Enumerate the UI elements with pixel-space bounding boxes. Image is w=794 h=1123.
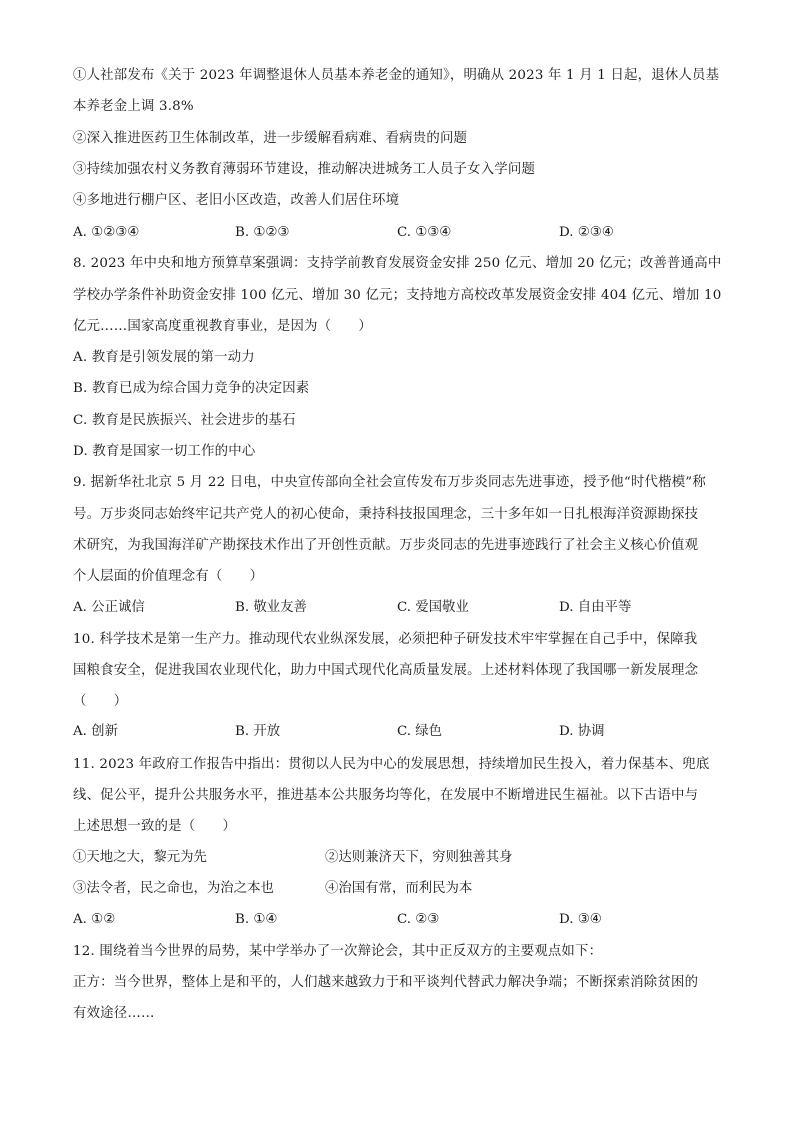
q10-option-a[interactable]: A. 创新 [73, 724, 118, 739]
q10-stem-line-2: 国粮食安全，促进我国农业现代化，助力中国式现代化高质量发展。上述材料体现了我国哪一新发展理念 [73, 663, 699, 678]
q11-option-c[interactable]: C. ②③ [397, 912, 440, 927]
q11-option-a[interactable]: A. ①② [73, 912, 116, 927]
q10-option-d[interactable]: D. 协调 [559, 724, 605, 739]
q9-option-d[interactable]: D. 自由平等 [559, 600, 632, 615]
q11-stem-line-2: 线、促公平，提升公共服务水平，推进基本公共服务均等化，在发展中不断增进民生福祉。以下古语中与 [73, 788, 699, 803]
q12-stem-line-2: 正方：当今世界，整体上是和平的，人们越来越致力于和平谈判代替武力解决争端；不断探索消除贫困的 [73, 975, 699, 990]
q8-option-b[interactable]: B. 教育已成为综合国力竞争的决定因素 [73, 381, 310, 396]
q11-statement-2: ②达则兼济天下，穷则独善其身 [325, 850, 513, 865]
q9-stem-line-3: 术研究，为我国海洋矿产勘探技术作出了开创性贡献。万步炎同志的先进事迹践行了社会主义核心价值观 [73, 538, 699, 553]
q7-options [73, 223, 723, 243]
q9-stem-line-4: 个人层面的价值理念有（ ） [73, 569, 264, 584]
q7-statement-4: ④多地进行棚户区、老旧小区改造，改善人们居住环境 [73, 193, 400, 208]
q10-option-c[interactable]: C. 绿色 [397, 724, 443, 739]
q8-option-d[interactable]: D. 教育是国家一切工作的中心 [73, 444, 256, 459]
q11-stem-line-1: 11. 2023 年政府工作报告中指出：贯彻以人民为中心的发展思想，持续增加民生投入，着力保基本、兜底 [73, 757, 710, 772]
q12-stem-line-3: 有效途径…… [73, 1006, 155, 1021]
q9-option-a[interactable]: A. 公正诚信 [73, 600, 145, 615]
q7-statement-2: ②深入推进医药卫生体制改革，进一步缓解看病难、看病贵的问题 [73, 131, 468, 146]
q8-stem-line-3: 亿元……国家高度重视教育事业，是因为（ ） [73, 319, 372, 334]
q7-statement-1-line-1: ①人社部发布《关于 2023 年调整退休人员基本养老金的通知》，明确从 2023 年 1 月 1 日起，退休人员基 [73, 68, 720, 83]
q7-option-d[interactable]: D. ②③④ [559, 225, 614, 240]
q8-option-a[interactable]: A. 教育是引领发展的第一动力 [73, 350, 255, 365]
q7-statement-1-line-2: 本养老金上调 3.8% [73, 99, 194, 114]
q11-option-b[interactable]: B. ①④ [235, 912, 278, 927]
q11-option-d[interactable]: D. ③④ [559, 912, 602, 927]
q9-options [73, 598, 723, 618]
q10-stem-line-1: 10. 科学技术是第一生产力。推动现代农业纵深发展，必须把种子研发技术牢牢掌握在自己手中，保障我 [73, 632, 698, 647]
q10-options [73, 722, 723, 742]
q12-stem-line-1: 12. 围绕着当今世界的局势，某中学举办了一次辩论会，其中正反双方的主要观点如下： [73, 944, 603, 959]
q7-option-a[interactable]: A. ①②③④ [73, 225, 140, 240]
q11-statements-row-1 [73, 848, 723, 868]
q8-option-c[interactable]: C. 教育是民族振兴、社会进步的基石 [73, 413, 296, 428]
q9-stem-line-1: 9. 据新华社北京 5 月 22 日电，中央宣传部向全社会宣传发布万步炎同志先进事迹，授予他“时代楷模”称 [73, 475, 706, 490]
q11-statement-1: ①天地之大，黎元为先 [73, 850, 207, 865]
q7-option-b[interactable]: B. ①②③ [235, 225, 290, 240]
q11-stem-line-3: 上述思想一致的是（ ） [73, 819, 237, 834]
q11-options [73, 910, 723, 930]
q8-stem-line-2: 学校办学条件补助资金安排 100 亿元、增加 30 亿元；支持地方高校改革发展资金安排 404 亿元、增加 10 [73, 288, 722, 303]
q9-stem-line-2: 号。万步炎同志始终牢记共产党人的初心使命，秉持科技报国理念，三十多年如一日扎根海洋资源勘探技 [73, 507, 699, 522]
q7-statement-3: ③持续加强农村义务教育薄弱环节建设，推动解决进城务工人员子女入学问题 [73, 162, 536, 177]
q7-option-c[interactable]: C. ①③④ [397, 225, 452, 240]
q8-stem-line-1: 8. 2023 年中央和地方预算草案强调：支持学前教育发展资金安排 250 亿元、增加 20 亿元；改善普通高中 [73, 256, 722, 271]
q10-option-b[interactable]: B. 开放 [235, 724, 281, 739]
q11-statement-3: ③法令者，民之命也，为治之本也 [73, 881, 274, 896]
q9-option-b[interactable]: B. 敬业友善 [235, 600, 307, 615]
q11-statement-4: ④治国有常，而利民为本 [325, 881, 473, 896]
q10-stem-line-3: （ ） [73, 694, 128, 709]
q11-statements-row-2 [73, 879, 723, 899]
q9-option-c[interactable]: C. 爱国敬业 [397, 600, 469, 615]
